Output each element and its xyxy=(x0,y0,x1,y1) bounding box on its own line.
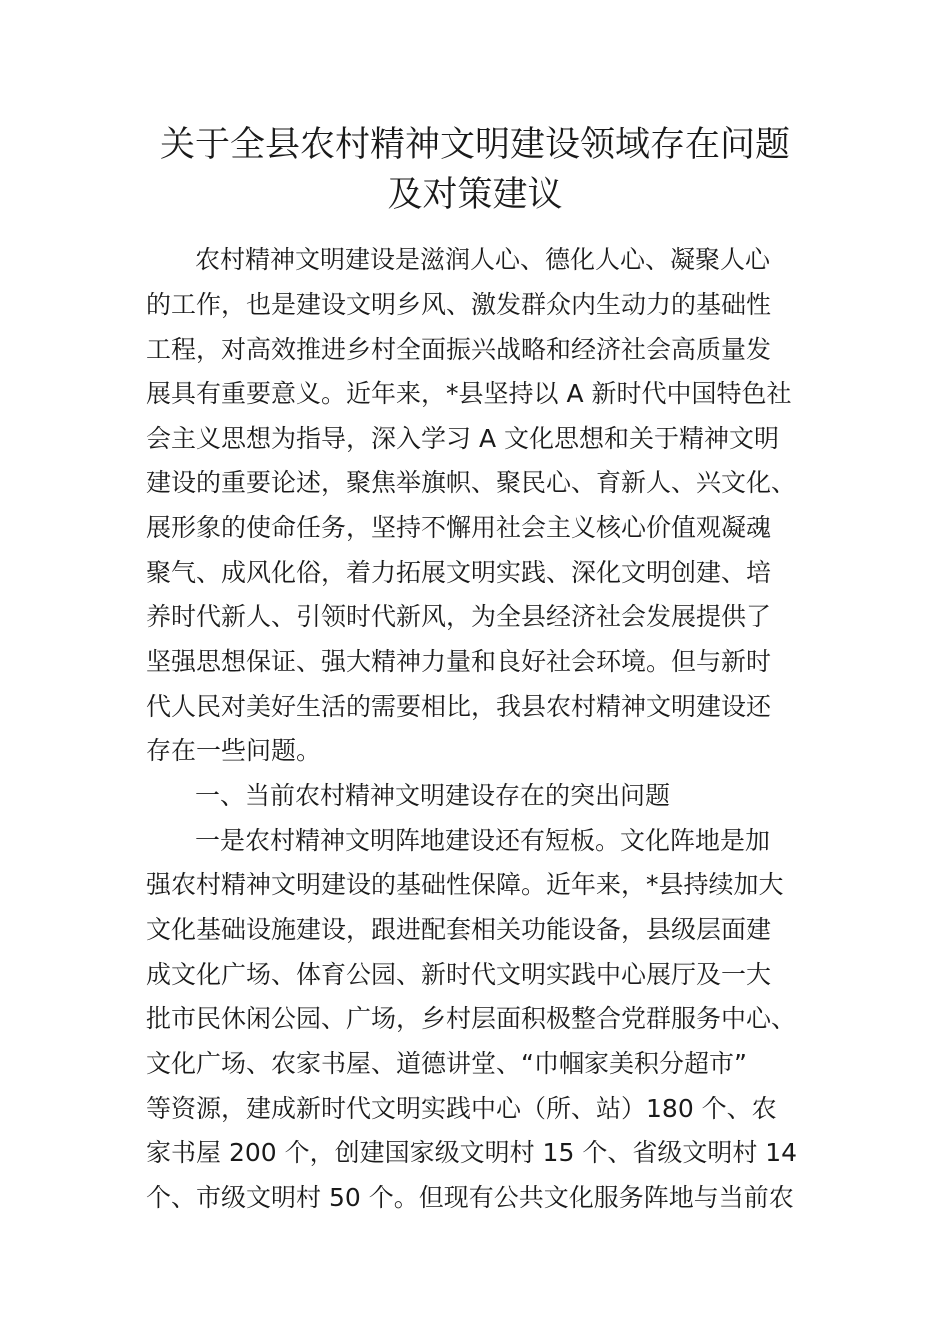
body-line: 聚气、成风化俗，着力拓展文明实践、深化文明创建、培 xyxy=(146,558,772,587)
body-line: 养时代新人、引领时代新风，为全县经济社会发展提供了 xyxy=(146,602,772,631)
body-line: 成文化广场、体育公园、新时代文明实践中心展厅及一大 xyxy=(146,960,772,989)
body-line: 文化基础设施建设，跟进配套相关功能设备，县级层面建 xyxy=(146,915,772,944)
body-line: 强农村精神文明建设的基础性保障。近年来，*县持续加大 xyxy=(146,870,784,899)
body-line: 存在一些问题。 xyxy=(146,736,322,765)
document-title-line-1: 关于全县农村精神文明建设领域存在问题 xyxy=(159,125,790,165)
body-line: 坚强思想保证、强大精神力量和良好社会环境。但与新时 xyxy=(146,647,772,676)
body-line: 的工作，也是建设文明乡风、激发群众内生动力的基础性 xyxy=(146,290,772,319)
body-line: 会主义思想为指导，深入学习 A 文化思想和关于精神文明 xyxy=(146,424,779,453)
body-line: 建设的重要论述，聚焦举旗帜、聚民心、育新人、兴文化、 xyxy=(146,468,797,497)
body-line: 家书屋 200 个，创建国家级文明村 15 个、省级文明村 14 xyxy=(146,1138,798,1167)
body-line: 个、市级文明村 50 个。但现有公共文化服务阵地与当前农 xyxy=(146,1183,794,1212)
body-line: 农村精神文明建设是滋润人心、德化人心、凝聚人心 xyxy=(195,245,771,274)
document-title-line-2: 及对策建议 xyxy=(387,175,563,215)
body-line: 代人民对美好生活的需要相比，我县农村精神文明建设还 xyxy=(146,692,772,721)
body-line: 批市民休闲公园、广场，乡村层面积极整合党群服务中心、 xyxy=(146,1004,797,1033)
section-heading: 一、当前农村精神文明建设存在的突出问题 xyxy=(195,781,671,810)
body-line: 等资源，建成新时代文明实践中心（所、站）180 个、农 xyxy=(146,1094,777,1123)
body-line: 文化广场、农家书屋、道德讲堂、“巾帼家美积分超市” xyxy=(146,1049,747,1078)
body-line: 工程，对高效推进乡村全面振兴战略和经济社会高质量发 xyxy=(146,335,772,364)
body-line: 展形象的使命任务，坚持不懈用社会主义核心价值观凝魂 xyxy=(146,513,772,542)
body-line: 展具有重要意义。近年来，*县坚持以 A 新时代中国特色社 xyxy=(146,379,792,408)
body-line: 一是农村精神文明阵地建设还有短板。文化阵地是加 xyxy=(195,826,771,855)
